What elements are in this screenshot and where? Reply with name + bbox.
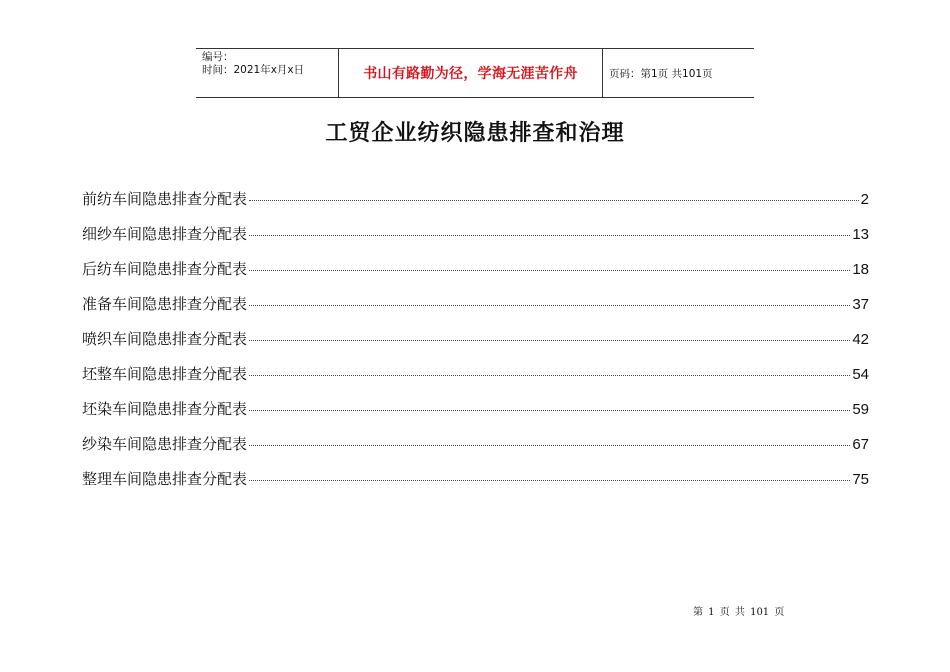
toc-item-label: 后纺车间隐患排查分配表: [82, 260, 248, 278]
toc-item-page: 37: [852, 296, 869, 313]
toc-item-page: 2: [860, 191, 869, 208]
toc-item-label: 纱染车间隐患排查分配表: [82, 435, 248, 453]
toc-item[interactable]: [82, 433, 869, 468]
toc-leader-dots: [249, 200, 859, 201]
toc-leader-dots: [249, 410, 850, 411]
toc-item[interactable]: [82, 293, 869, 328]
header-meta-cell: [196, 49, 339, 97]
toc-item-page: 42: [852, 331, 869, 348]
toc-leader-dots: [249, 340, 850, 341]
toc-item-page: 13: [852, 226, 869, 243]
toc-item-label: 准备车间隐患排查分配表: [82, 295, 248, 313]
header-motto: 书山有路勤为径，学海无涯苦作舟: [363, 66, 578, 82]
document-header: [196, 48, 754, 98]
toc-item[interactable]: [82, 188, 869, 223]
header-motto-cell: [339, 49, 603, 97]
toc-item-page: 18: [852, 261, 869, 278]
toc-item[interactable]: [82, 363, 869, 398]
toc-item[interactable]: [82, 328, 869, 363]
toc-item-label: 坯染车间隐患排查分配表: [82, 400, 248, 418]
document-number-label: 编号：: [202, 51, 234, 63]
toc-item-label: 前纺车间隐患排查分配表: [82, 190, 248, 208]
toc-item-label: 喷织车间隐患排查分配表: [82, 330, 248, 348]
toc-leader-dots: [249, 305, 850, 306]
toc-item[interactable]: [82, 223, 869, 258]
page-title: 工贸企业纺织隐患排查和治理: [325, 121, 625, 146]
toc-leader-dots: [249, 480, 850, 481]
toc-item[interactable]: [82, 258, 869, 293]
toc-item-page: 59: [852, 401, 869, 418]
page-footer: 第 1 页 共 101 页: [693, 607, 785, 618]
toc-item-page: 67: [852, 436, 869, 453]
toc-item-page: 75: [852, 471, 869, 488]
toc-item-label: 坯整车间隐患排查分配表: [82, 365, 248, 383]
document-time-label: 时间：2021年x月x日: [202, 64, 305, 76]
toc-item-label: 整理车间隐患排查分配表: [82, 470, 248, 488]
toc-leader-dots: [249, 375, 850, 376]
toc-leader-dots: [249, 270, 850, 271]
toc-leader-dots: [249, 445, 850, 446]
table-of-contents: [82, 188, 869, 503]
toc-item-label: 细纱车间隐患排查分配表: [82, 225, 248, 243]
toc-item[interactable]: [82, 398, 869, 433]
header-page-cell: [603, 49, 754, 97]
toc-item-page: 54: [852, 366, 869, 383]
header-page-info: 页码：第1页 共101页: [609, 67, 713, 80]
toc-item[interactable]: [82, 468, 869, 503]
toc-leader-dots: [249, 235, 850, 236]
